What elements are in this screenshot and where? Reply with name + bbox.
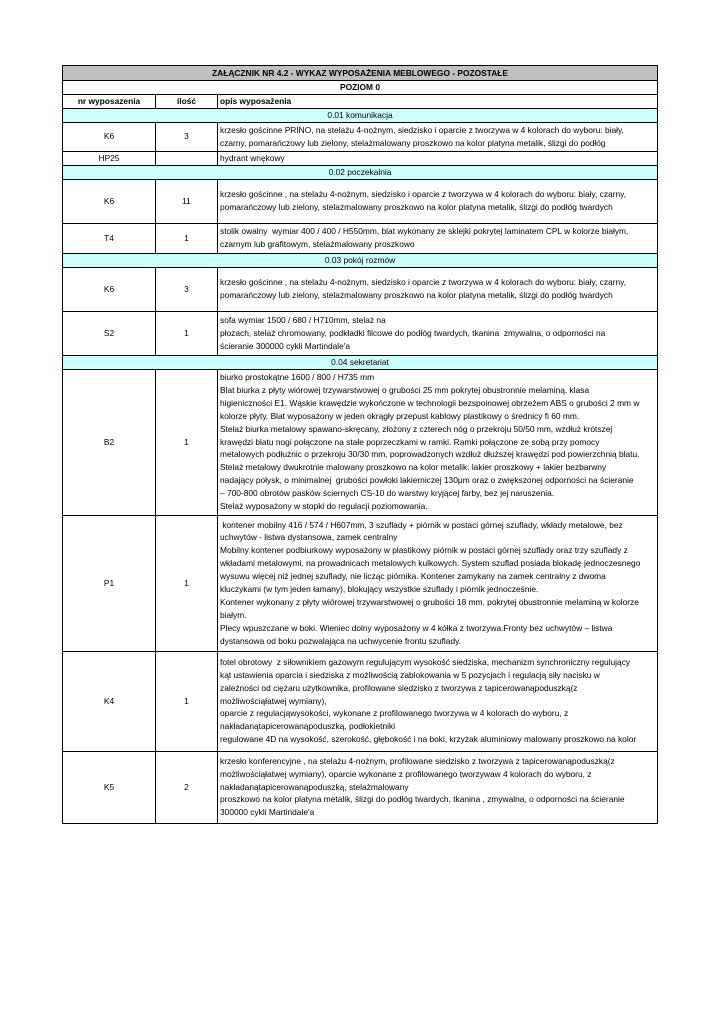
item-qty: 11 <box>156 179 218 223</box>
room-heading: 0.03 pokój rozmów <box>63 253 658 267</box>
column-header-desc: opis wyposażenia <box>218 95 658 109</box>
item-code: K4 <box>63 651 156 751</box>
room-row <box>63 165 658 179</box>
item-qty: 1 <box>156 369 218 515</box>
table-row <box>63 179 658 223</box>
table-row <box>63 223 658 253</box>
room-row <box>63 355 658 369</box>
item-desc: krzesło konferencyjne , na stelażu 4-nożnym, profilowane siedzisko z tworzywa z tapicerowanąpoduszką(z możliwościąłatwej wymiany), oparcie wykonane z profilowanego tworzywaw 4 kolorach do wyboru, z nakładanątapicerowanąpoduszką, stelażmalowany proszkowo na kolor platyna metalik, ślizgi do podłóg twardych, tkanina , zmywalna, o odporności na ścieranie 300000 cykli Martindale'a <box>218 751 658 823</box>
table-row <box>63 151 658 165</box>
item-code: P1 <box>63 515 156 651</box>
item-qty: 1 <box>156 515 218 651</box>
table-row <box>63 515 658 651</box>
room-row <box>63 108 658 122</box>
table-row <box>63 267 658 311</box>
table-row <box>63 369 658 515</box>
header-row <box>63 95 658 109</box>
title-row <box>63 66 658 81</box>
item-code: HP25 <box>63 151 156 165</box>
item-desc: fotel obrotowy z siłownikiem gazowym regulującym wysokość siedziska, mechanizm synchroniczny regulujący kąt ustawienia oparcia i siedziska z możliwością zablokowania w 5 pozycjach i regulacją siły nacisku w zależności od ciężaru użytkownika, profilowane siedzisko z tworzywa z tapicerowanąpoduszką(z możliwościąłatwej wymiany), oparcie z regulacjąwysokości, wykonane z profilowanego tworzywa w 4 kolorach do wyboru, z nakładanątapicerowanąpoduszką, podłokietniki regulowane 4D na wysokość, szerokość, głębokość i na boki, krzyżak aluminiowy malowany proszkowo na kolor <box>218 651 658 751</box>
item-qty: 3 <box>156 122 218 151</box>
item-code: K5 <box>63 751 156 823</box>
item-code: K6 <box>63 267 156 311</box>
item-qty: 3 <box>156 267 218 311</box>
table-row <box>63 751 658 823</box>
item-code: T4 <box>63 223 156 253</box>
item-qty <box>156 151 218 165</box>
item-qty: 1 <box>156 223 218 253</box>
item-code: K6 <box>63 122 156 151</box>
table-row <box>63 122 658 151</box>
room-heading: 0.04 sekretariat <box>63 355 658 369</box>
column-header-code: nr wyposazenia <box>63 95 156 109</box>
item-qty: 1 <box>156 651 218 751</box>
item-code: K6 <box>63 179 156 223</box>
item-qty: 1 <box>156 311 218 355</box>
furniture-table <box>62 65 658 824</box>
column-header-qty: ilość <box>156 95 218 109</box>
item-desc: krzesło gościnne PRINO, na stelażu 4-nożnym, siedzisko i oparcie z tworzywa w 4 kolorach do wyboru: biały, czarny, pomarańczowy lub zielony, stelażmalowany proszkowo na kolor platyna metalik, ślizgi do podłóg <box>218 122 658 151</box>
room-heading: 0.02 poczekalnia <box>63 165 658 179</box>
item-desc: kontener mobilny 416 / 574 / H607mm, 3 szuflady + piórnik w postaci górnej szuflady, wkłady metalowe, bez uchwytów - listwa dystansowa, zamek centralny Mobilny kontener podbiurkowy wyposażony w plastikowy piórnik w postaci górnej szuflady oraz trzy szuflady z wkładami metalowymi, na prowadnicach metalowych kulkowych. System szuflad posiada blokadę jednoczesnego wysuwu więcej niż jednej szuflady, nie licząc piórnika. Kontener zamykany na zamek centralny z dwoma kluczykami (w tym jeden łamany), blokujący wszystkie szuflady i piórnik jednocześnie. Kontener wykonany z płyty wiórowej trzywarstwowej o grubości 18 mm, pokrytej obustronnie melaminą w kolorze białym. Plecy wpuszczane w boki. Wieniec dolny wyposażony w 4 kółka z tworzywa.Fronty bez uchwytów – listwa dystansowa od boku pozwalająca na uchwycenie frontu szuflady. <box>218 515 658 651</box>
room-heading: 0.01 komunikacja <box>63 108 658 122</box>
room-row <box>63 253 658 267</box>
item-code: B2 <box>63 369 156 515</box>
item-qty: 2 <box>156 751 218 823</box>
item-desc: biurko prostokątne 1600 / 800 / H735 mm Blat biurka z płyty wiórowej trzywarstwowej o grubości 25 mm pokrytej obustronnie melaminą, klasa higieniczności E1. Wąskie krawędzie wykończone w technologii bezspoinowej obrzeżem ABS o grubości 2 mm w kolorze płyty. Blat wyposażony w jeden okrągły przepust kablowy plastikowy o średnicy fi 60 mm. Stelaż biurka metalowy spawano-skręcany, złożony z czterech nóg o przekroju 50/50 mm, wzdłuż krótszej krawędzi blatu nogi połączone na stałe poprzeczkami w ramki. Ramki połączone ze sobą przy pomocy metalowych podłużnic o przekroju 30/30 mm, poprowadzonych wzdłuż dłuższej krawędzi pod powierzchnią blatu. Stelaż metalowy dwukrotnie malowany proszkowo na kolor metalik: lakier proszkowy + lakier bezbarwny nadający połysk, o minimalnej grubości powłoki lakierniczej 130μm oraz o zwiększonej odporności na ścieranie – 700-800 obrotów pasków ściernych CS-10 do warstwy kryjącej farby, bez jej naruszenia. Stelaż wyposażony w stopki do regulacji poziomowania. <box>218 369 658 515</box>
item-code: S2 <box>63 311 156 355</box>
item-desc: sofa wymiar 1500 / 680 / H710mm, stelaż na płozach, stelaż chromowany, podkładki filcowe do podłóg twardych, tkanina zmywalna, o odporności na ścieranie 300000 cykli Martindale'a <box>218 311 658 355</box>
table-row <box>63 651 658 751</box>
item-desc: krzesło gościnne , na stelażu 4-nożnym, siedzisko i oparcie z tworzywa w 4 kolorach do wyboru: biały, czarny, pomarańczowy lub zielony, stelażmalowany proszkowo na kolor platyna metalik, ślizgi do podłóg twardych <box>218 267 658 311</box>
document-title: ZAŁĄCZNIK NR 4.2 - WYKAZ WYPOSAŻENIA MEBLOWEGO - POZOSTAŁE <box>63 66 658 81</box>
table-row <box>63 311 658 355</box>
item-desc: krzesło gościnne , na stelażu 4-nożnym, siedzisko i oparcie z tworzywa w 4 kolorach do wyboru: biały, czarny, pomarańczowy lub zielony, stelażmalowany proszkowo na kolor platyna metalik, ślizgi do podłóg twardych <box>218 179 658 223</box>
level-row <box>63 81 658 95</box>
item-desc: stolik owalny wymiar 400 / 400 / H550mm, blat wykonany ze sklejki pokrytej laminatem CPL w kolorze białym, czarnym lub grafitowym, stelażmalowany proszkowo <box>218 223 658 253</box>
level-heading: POZIOM 0 <box>63 81 658 95</box>
item-desc: hydrant wnękowy <box>218 151 658 165</box>
